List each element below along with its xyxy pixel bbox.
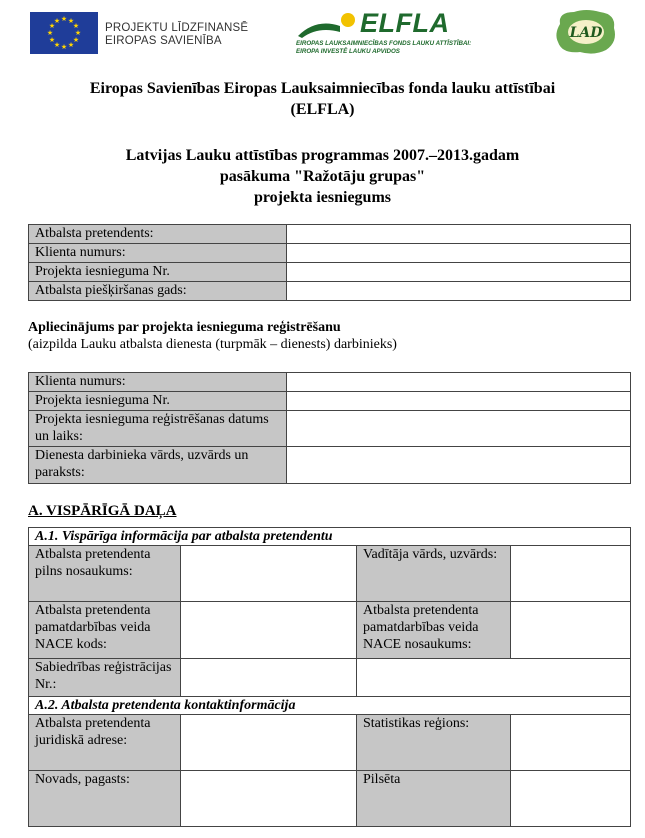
svg-text:★: ★ (72, 36, 80, 44)
a1-section-title: A.1. Vispārīga informācija par atbalsta pretendentu (29, 528, 631, 546)
label-nace-name: Atbalsta pretendenta pamatdarbības veida NACE nosaukums: (357, 602, 511, 659)
label-statistical-region: Statistikas reģions: (357, 715, 511, 771)
svg-text:★: ★ (48, 22, 56, 30)
field-applicant[interactable] (287, 225, 631, 244)
label-applicant: Atbalsta pretendents: (29, 225, 287, 244)
label-head-name: Vadītāja vārds, uzvārds: (357, 546, 511, 602)
elfla-subtitle: EIROPAS LAUKSAIMNIECĪBAS FONDS LAUKU ATTĪSTĪBAI: EIROPA INVESTĒ LAUKU APVIDOS (296, 40, 472, 55)
svg-text:LAD: LAD (569, 25, 603, 41)
applicant-summary-table (28, 224, 631, 301)
svg-text:★: ★ (60, 15, 68, 23)
eu-cofinancing-text: PROJEKTU LĪDZFINANSĒ EIROPAS SAVIENĪBA (105, 22, 249, 47)
label-reg-officer: Dienesta darbinieka vārds, uzvārds un paraksts: (29, 447, 287, 484)
lad-logo-icon (550, 6, 622, 58)
field-client-number[interactable] (287, 244, 631, 263)
field-nace-code[interactable] (181, 602, 357, 659)
part-a-table (28, 527, 631, 827)
eu-flag-icon (30, 12, 98, 54)
title-programme: Latvijas Lauku attīstības programmas 2007.–2013.gadam pasākuma "Ražotāju grupas" projekta iesniegums (125, 147, 520, 206)
svg-text:★: ★ (53, 17, 61, 25)
svg-text:★: ★ (67, 17, 75, 25)
registration-table (28, 372, 631, 484)
svg-text:★: ★ (72, 22, 80, 30)
field-city[interactable] (511, 771, 631, 827)
field-reg-client-number[interactable] (287, 373, 631, 392)
label-city: Pilsēta (357, 771, 511, 827)
svg-text:★: ★ (46, 29, 54, 37)
field-reg-officer[interactable] (287, 447, 631, 484)
field-reg-application-nr[interactable] (287, 392, 631, 411)
field-nace-name[interactable] (511, 602, 631, 659)
label-reg-datetime: Projekta iesnieguma reģistrēšanas datums un laiks: (29, 411, 287, 447)
svg-text:★: ★ (53, 41, 61, 49)
label-full-name: Atbalsta pretendenta pilns nosaukums: (29, 546, 181, 602)
svg-text:★: ★ (67, 41, 75, 49)
field-application-nr[interactable] (287, 263, 631, 282)
registration-heading: Apliecinājums par projekta iesnieguma reģistrēšanu (aizpilda Lauku atbalsta dienesta (turpmāk – dienests) darbinieks) (28, 320, 397, 352)
field-statistical-region[interactable] (511, 715, 631, 771)
label-grant-year: Atbalsta piešķiršanas gads: (29, 282, 287, 301)
elfla-wordmark: ELFLA (360, 8, 450, 38)
label-application-nr: Projekta iesnieguma Nr. (29, 263, 287, 282)
label-reg-nr: Sabiedrības reģistrācijas Nr.: (29, 659, 181, 697)
field-head-name[interactable] (511, 546, 631, 602)
label-client-number: Klienta numurs: (29, 244, 287, 263)
svg-text:★: ★ (48, 36, 56, 44)
label-county-parish: Novads, pagasts: (29, 771, 181, 827)
field-reg-nr[interactable] (181, 659, 357, 697)
logo-header (0, 0, 645, 62)
label-nace-code: Atbalsta pretendenta pamatdarbības veida NACE kods: (29, 602, 181, 659)
a2-section-title: A.2. Atbalsta pretendenta kontaktinformācija (29, 697, 631, 715)
part-a-title: A. VISPĀRĪGĀ DAĻA (28, 503, 177, 519)
svg-text:★: ★ (74, 29, 82, 37)
field-legal-address[interactable] (181, 715, 357, 771)
field-grant-year[interactable] (287, 282, 631, 301)
field-full-name[interactable] (181, 546, 357, 602)
label-legal-address: Atbalsta pretendenta juridiskā adrese: (29, 715, 181, 771)
field-county-parish[interactable] (181, 771, 357, 827)
label-reg-client-number: Klienta numurs: (29, 373, 287, 392)
field-reg-nr-empty (357, 659, 631, 697)
title-elfla: Eiropas Savienības Eiropas Lauksaimniecības fonda lauku attīstībai (ELFLA) (89, 80, 556, 118)
field-reg-datetime[interactable] (287, 411, 631, 447)
label-reg-application-nr: Projekta iesnieguma Nr. (29, 392, 287, 411)
svg-text:★: ★ (60, 43, 68, 51)
